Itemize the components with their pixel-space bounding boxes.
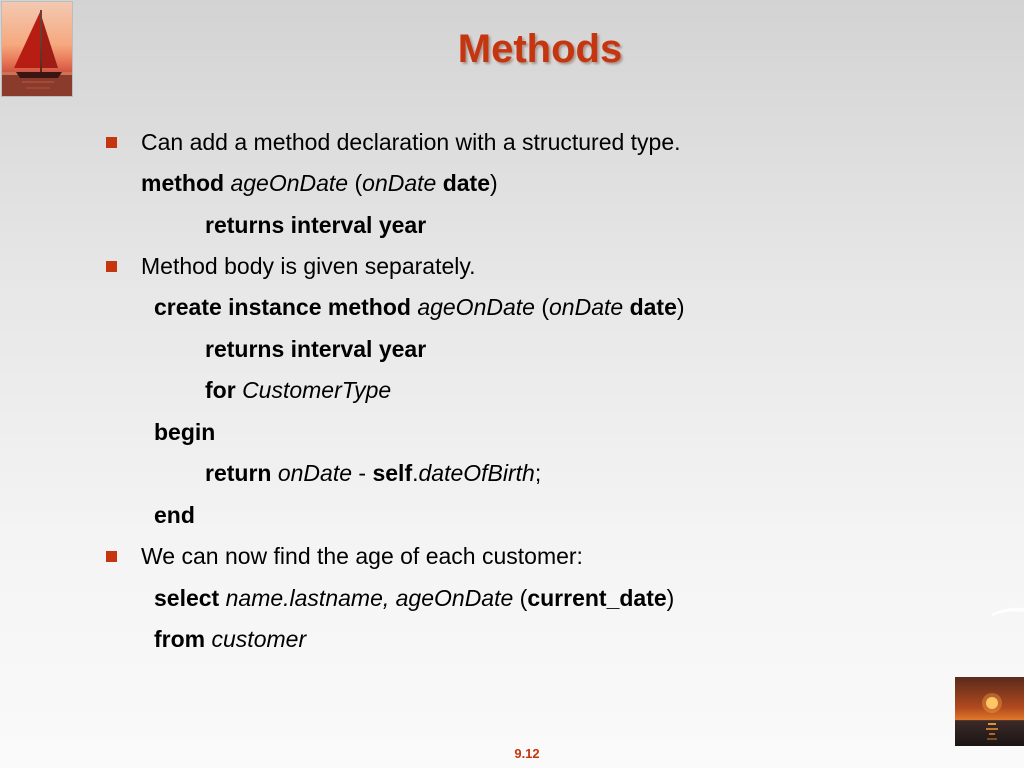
dot: . <box>412 460 419 486</box>
paren: ) <box>666 585 675 611</box>
returns-clause <box>205 334 426 364</box>
for-clause <box>205 375 391 405</box>
keyword: method <box>141 170 225 196</box>
paren: ) <box>490 170 498 196</box>
keyword: end <box>154 502 195 528</box>
return-statement <box>205 458 541 488</box>
keyword: self <box>372 460 413 486</box>
bullet-marker <box>106 137 117 148</box>
end-keyword <box>154 500 195 530</box>
keyword: returns interval year <box>205 336 427 362</box>
param-name: onDate <box>362 170 437 196</box>
sunset-image-icon <box>955 677 1024 746</box>
from-clause <box>154 624 306 654</box>
param-type: date <box>629 294 677 320</box>
bullet-text: We can now find the age of each customer: <box>141 543 583 569</box>
page-number: 9.12 <box>514 746 540 761</box>
bullet-marker <box>106 551 117 562</box>
paren: ( <box>348 170 363 196</box>
keyword: returns interval year <box>205 212 427 238</box>
param-name: onDate <box>549 294 624 320</box>
expression: onDate <box>277 460 353 486</box>
keyword: for <box>205 377 236 403</box>
bullet-text: Method body is given separately. <box>141 253 476 279</box>
method-declaration-line <box>141 168 498 198</box>
paren: ) <box>676 294 685 320</box>
keyword: begin <box>154 419 216 445</box>
returns-clause <box>205 210 426 240</box>
semicolon: ; <box>534 460 542 486</box>
field-name: dateOfBirth <box>418 460 535 486</box>
slide-title: Methods <box>457 27 623 71</box>
paren: ( <box>513 585 528 611</box>
operator: - <box>352 460 373 486</box>
method-name: ageOnDate <box>230 170 349 196</box>
method-name: ageOnDate <box>417 294 535 320</box>
keyword: create instance method <box>154 294 411 320</box>
type-name: CustomerType <box>242 377 392 403</box>
paren: ( <box>534 294 550 320</box>
keyword: select <box>154 585 220 611</box>
decorative-swoosh-icon <box>992 604 1024 618</box>
keyword: from <box>154 626 206 652</box>
bullet-marker <box>106 261 117 272</box>
column-list: name.lastname, ageOnDate <box>225 585 514 611</box>
begin-keyword <box>154 417 215 447</box>
bullet-text: Can add a method declaration with a structured type. <box>141 129 681 155</box>
select-clause <box>154 583 674 613</box>
keyword: return <box>205 460 272 486</box>
param-type: date <box>442 170 491 196</box>
table-name: customer <box>211 626 307 652</box>
function-name: current_date <box>527 585 667 611</box>
create-method-line <box>154 292 685 322</box>
